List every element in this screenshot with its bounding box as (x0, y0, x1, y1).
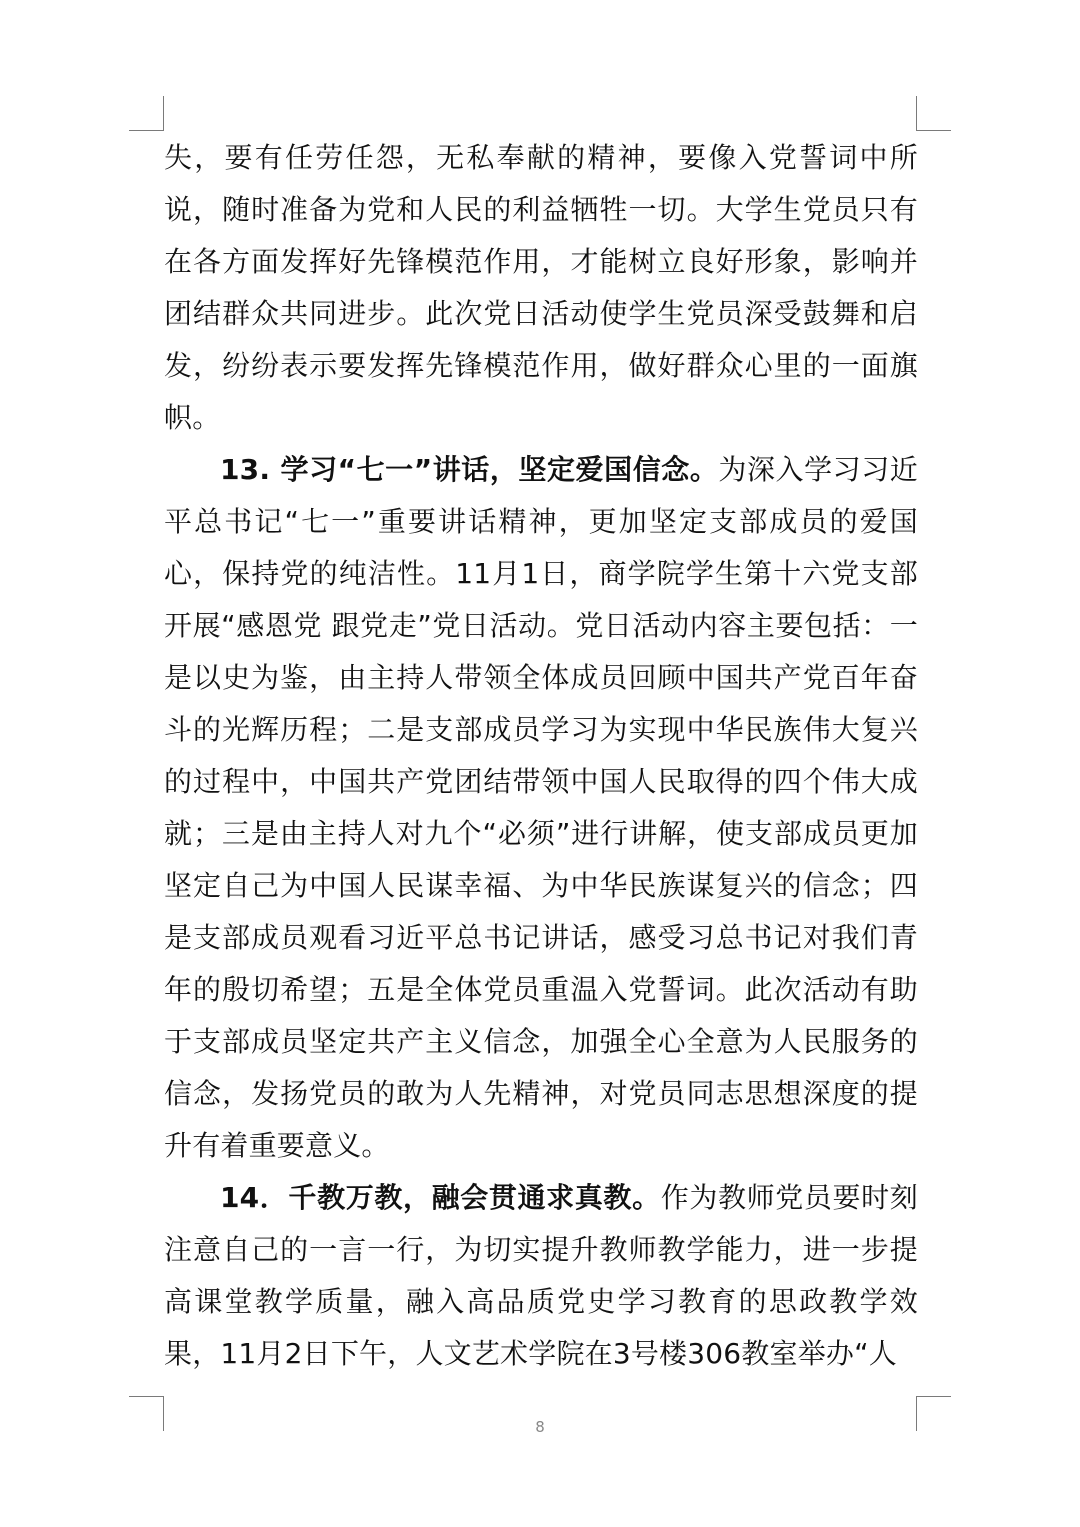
paragraph-text: 为深入学习习近平总书记“七一”重要讲话精神，更加坚定支部成员的爱国心，保持党的纯洁性。11月1日，商学院学生第十六党支部开展“感恩党 跟党走”党日活动。党日活动内容主要包括：一是以史为鉴，由主持人带领全体成员回顾中国共产党百年奋斗的光辉历程；二是支部成员学习为实现中华民族伟大复兴的过程中，中国共产党团结带领中国人民取得的四个伟大成就；三是由主持人对九个“必须”进行讲解，使支部成员更加坚定自己为中国人民谋幸福、为中华民族谋复兴的信念；四是支部成员观看习近平总书记讲话，感受习总书记对我们青年的殷切希望；五是全体党员重温入党誓词。此次活动有助于支部成员坚定共产主义信念，加强全心全意为人民服务的信念，发扬党员的敢为人先精神，对党员同志思想深度的提升有着重要意义。 (164, 453, 919, 1162)
section-heading-14: 14．千教万教，融会贯通求真教。 (220, 1181, 661, 1214)
paragraph-text: 失，要有任劳任怨，无私奉献的精神，要像入党誓词中所说，随时准备为党和人民的利益牺牲一切。大学生党员只有在各方面发挥好先锋模范作用，才能树立良好形象，影响并团结群众共同进步。此次党日活动使学生党员深受鼓舞和启发，纷纷表示要发挥先锋模范作用，做好群众心里的一面旗帜。 (164, 141, 918, 434)
paragraph-continuation (164, 132, 918, 444)
crop-mark-top-left (129, 96, 164, 131)
document-body (164, 132, 918, 1380)
paragraph-14 (164, 1172, 918, 1380)
paragraph-text: 作为教师党员要时刻注意自己的一言一行，为切实提升教师教学能力，进一步提高课堂教学质量，融入高品质党史学习教育的思政教学效果，11月2日下午，人文艺术学院在3号楼306教室举办“人 (164, 1181, 918, 1370)
page-number: 8 (535, 1418, 545, 1436)
section-heading-13: 13. 学习“七一”讲话，坚定爱国信念。 (220, 453, 719, 486)
crop-mark-top-right (916, 96, 951, 131)
paragraph-13 (164, 444, 918, 1172)
